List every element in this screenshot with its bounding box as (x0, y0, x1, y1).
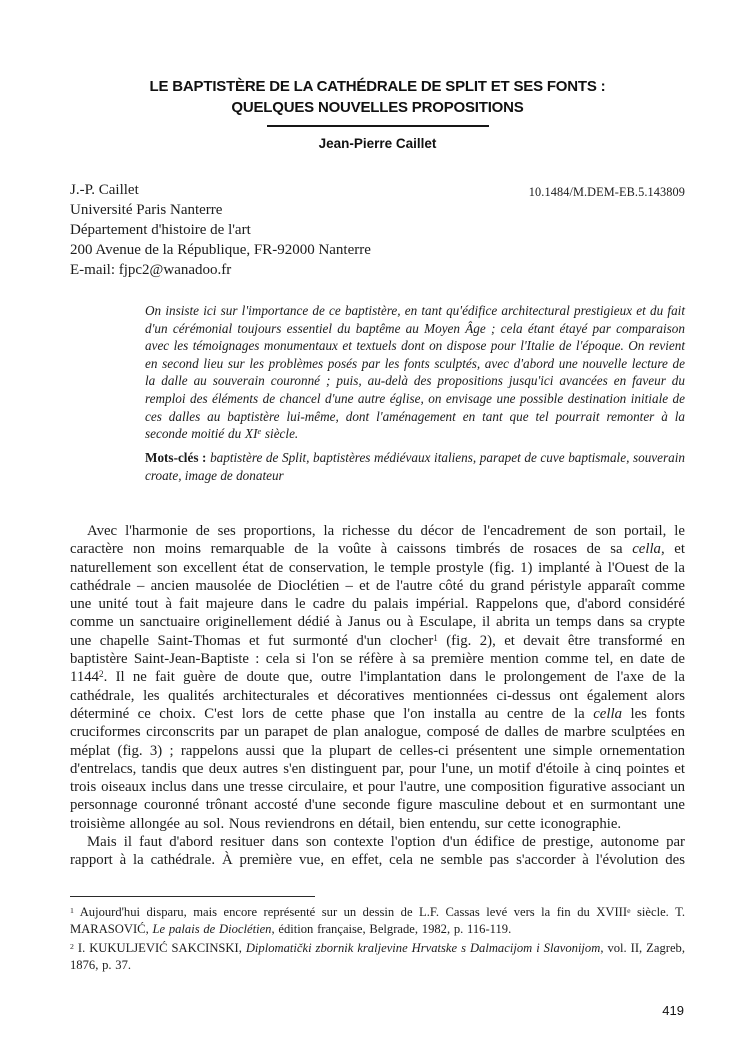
abstract-text: On insiste ici sur l'importance de ce baptistère, en tant qu'édifice architectural prestigieux et du fait d'un cérémonial toujours essentiel du baptême au Moyen Âge ; cela étant étayé par comparaison avec les témoignages monumentaux et textuels dont on dispose pour l'Italie de l'époque. On revient en second lieu sur les problèmes posés par les fonts sculptés, avec d'abord une nouvelle lecture de la dalle au souverain couronné ; puis, au-delà des propositions jusqu'ici avancées en faveur du remploi des éléments de chancel d'une autre église, on envisage une possible destination initiale de ces dalles au baptistère lui-même, dont l'aménagement en tant que tel pourrait remonter à la seconde moitié du XIe siècle. (145, 303, 685, 442)
body-paragraph: Avec l'harmonie de ses proportions, la richesse du décor de l'encadrement de son portail, le caractère non moins remarquable de la voûte à caissons timbrés de rosaces de sa cella, et naturellement son excellent état de conservation, le temple prostyle (fig. 1) implanté à l'Ouest de la cathédrale – ancien mausolée de Dioclétien – et de l'autre côté du grand péristyle apparaît comme une unité tout à fait majeure dans le cadre du palais impérial. Rappelons que, d'abord considéré comme un sanctuaire originellement dédié à Janus ou à Esculape, il abrita un temps dans sa crypte une chapelle Saint-Thomas et fut surmonté d'un clocher$^1$ (fig. 2), et devait être transformé en baptistère Saint-Jean-Baptiste : cela si l'on se réfère à sa première mention comme tel, en date de 1144$^2$. Il ne fait guère de doute que, outre l'implantation dans le prolongement de l'axe de la cathédrale, les qualités architecturales et décoratives mentionnées ci-dessus ont également alors déterminé ce choix. C'est lors de cette phase que l'on installa au centre de la cella les fonts cruciformes circonscrits par un parapet de plan analogue, composé de dalles de marbre sculptées en méplat (fig. 3) ; rappelons aussi que la plupart de celles-ci présentent une simple ornementation d'entrelacs, tandis que deux autres s'en distinguent par, pour l'une, un motif d'étoile à cinq pointes et trois oiseaux inclus dans une tresse circulaire, et pour l'autre, une composition figurative associant un personnage couronné trônant accosté d'une seconde figure masculine debout et en surmontant une troisième allongée au sol. Nous reviendrons en détail, bien entendu, sur cette iconographie. (70, 523, 685, 832)
correspondence-department: Département d'histoire de l'art (70, 222, 251, 238)
correspondence-block (70, 180, 685, 280)
title-divider (267, 125, 489, 127)
title-block (0, 76, 755, 151)
correspondence-author: J.-P. Caillet (70, 182, 139, 198)
body-paragraph: Mais il faut d'abord resituer dans son contexte l'option d'un édifice de prestige, autonome par rapport à la cathédrale. À première vue, en effet, cela ne semble pas s'accorder à l'évolution des (70, 834, 685, 869)
correspondence-university: Université Paris Nanterre (70, 202, 223, 218)
keywords-text: baptistère de Split, baptistères médiévaux italiens, parapet de cuve baptismale, souverain croate, image de donateur (145, 450, 685, 483)
footnote: $^2$ I. KUKULJEVIĆ SAKCINSKI, Diplomatički zbornik kraljevine Hrvatske s Dalmacijom i Slavonijom, vol. II, Zagreb, 1876, p. 37. (70, 941, 685, 972)
page-number: 419 (662, 1003, 684, 1018)
footnotes-block (70, 896, 685, 976)
correspondence-email: E-mail: fjpc2@wanadoo.fr (70, 262, 232, 278)
article-title: LE BAPTISTÈRE DE LA CATHÉDRALE DE SPLIT ET SES FONTS : QUELQUES NOUVELLES PROPOSITIONS (149, 78, 606, 116)
doi: 10.1484/M.DEM-EB.5.143809 (528, 185, 685, 199)
keywords-block (145, 449, 685, 484)
footnote: $^1$ Aujourd'hui disparu, mais encore représenté sur un dessin de L.F. Cassas levé vers la fin du XVIIIe siècle. T. MARASOVIĆ, Le palais de Dioclétien, édition française, Belgrade, 1982, p. 116-119. (70, 905, 685, 936)
body-text (70, 522, 685, 870)
author-name: Jean-Pierre Caillet (318, 136, 437, 151)
footnote-divider (70, 896, 315, 897)
correspondence-address: 200 Avenue de la République, FR-92000 Nanterre (70, 242, 371, 258)
keywords-label: Mots-clés : (145, 450, 211, 465)
